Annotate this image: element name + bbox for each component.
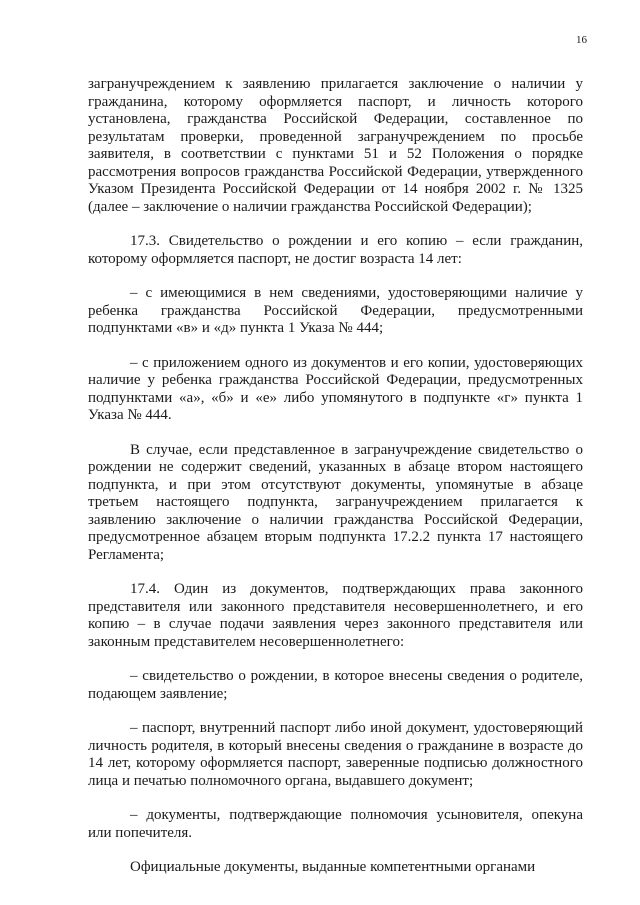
paragraph: – документы, подтверждающие полномочия усыновителя, опекуна или попечителя.	[88, 807, 583, 841]
paragraph: – с приложением одного из документов и его копии, удостоверяющих наличие у ребенка гражданства Российской Федерации, предусмотренных подпунктами «а», «б» и «е» либо упомянутого в подпункте «г» пункта 1 Указа № 444.	[88, 354, 583, 423]
paragraph: 17.4. Один из документов, подтверждающих права законного представителя или законного представителя несовершеннолетнего, и его копию – в случае подачи заявления через законного представителя или законным представителем несовершеннолетнего:	[88, 581, 583, 650]
paragraph: загранучреждением к заявлению прилагается заключение о наличии у гражданина, которому оформляется паспорт, и личность которого установлена, гражданства Российской Федерации, составленное по результатам проверки, проведенной загранучреждением по просьбе заявителя, в соответствии с пунктами 51 и 52 Положения о порядке рассмотрения вопросов гражданства Российской Федерации, утвержденного Указом Президента Российской Федерации от 14 ноября 2002 г. № 1325 (далее – заключение о наличии гражданства Российской Федерации);	[88, 76, 583, 215]
paragraph: Официальные документы, выданные компетентными органами	[130, 859, 536, 875]
paragraph: В случае, если представленное в загранучреждение свидетельство о рождении не содержит сведений, указанных в абзаце втором настоящего подпункта, и при этом отсутствуют документы, упомянутые в абзаце третьем настоящего подпункта, загранучреждением прилагается к заявлению заключение о наличии гражданства Российской Федерации, предусмотренное абзацем вторым подпункта 17.2.2 пункта 17 настоящего Регламента;	[88, 441, 583, 563]
paragraph: – свидетельство о рождении, в которое внесены сведения о родителе, подающем заявление;	[88, 668, 583, 702]
page-number: 16	[576, 34, 587, 46]
paragraph: – паспорт, внутренний паспорт либо иной документ, удостоверяющий личность родителя, в который внесены сведения о гражданине в возрасте до 14 лет, которому оформляется паспорт, заверенные подписью должностного лица и печатью полномочного органа, выдавшего документ;	[88, 720, 583, 789]
document-body	[88, 76, 583, 877]
paragraph: 17.3. Свидетельство о рождении и его копию – если гражданин, которому оформляется паспорт, не достиг возраста 14 лет:	[88, 233, 583, 267]
paragraph: – с имеющимися в нем сведениями, удостоверяющими наличие у ребенка гражданства Российской Федерации, предусмотренными подпунктами «в» и «д» пункта 1 Указа № 444;	[88, 285, 583, 336]
